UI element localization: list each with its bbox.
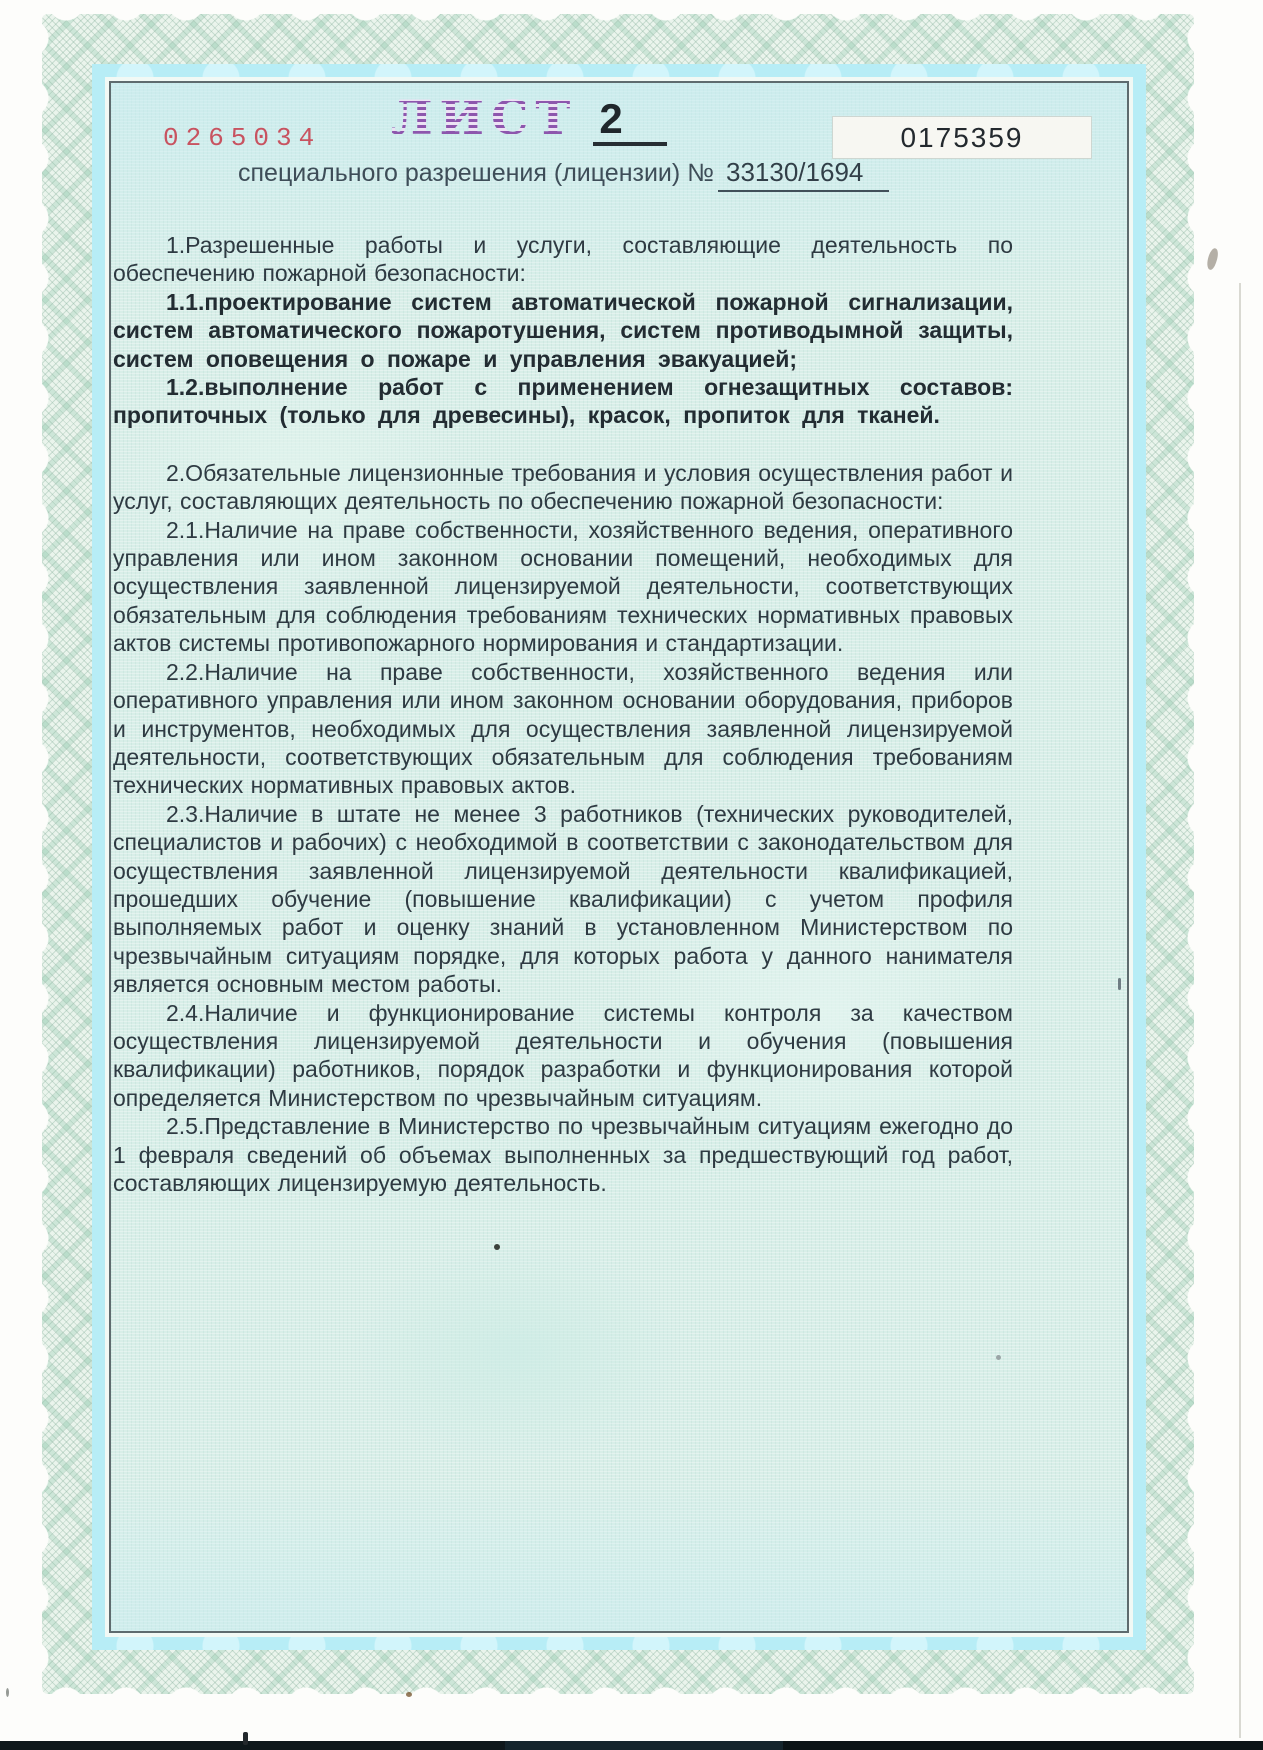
- subtitle-text: специального разрешения (лицензии) №: [238, 159, 714, 187]
- scan-page-edge-line: [1239, 283, 1241, 1738]
- border-scallop-right: [1182, 8, 1198, 1700]
- certificate-guilloche-border: [42, 14, 1194, 1694]
- scan-speck: [6, 1688, 9, 1697]
- border-inner-gap: [105, 77, 1133, 1637]
- paragraph-2-1: 2.1.Наличие на праве собственности, хозяйственного ведения, оперативного управления или ином законном основании помещений, необходимых для осуществления заявленной лицензируемой деятельности, соответствующих обязательным для соблюдения требованиям технических нормативных правовых актов системы противопожарного нормирования и стандартизации.: [113, 516, 1013, 657]
- paragraph-2: 2.Обязательные лицензионные требования и условия осуществления работ и услуг, составляющих деятельность по обеспечению пожарной безопасности:: [113, 459, 1013, 515]
- blank-serial-number: 0175359: [900, 121, 1024, 153]
- paragraph-2-5: 2.5.Представление в Министерство по чрезвычайным ситуациям ежегодно до 1 февраля сведений об объемах выполненных за предшествующий год работ, составляющих лицензируемую деятельность.: [113, 1113, 1013, 1196]
- sheet-title: ЛИСТ: [391, 91, 578, 146]
- border-scallop-left: [38, 8, 54, 1700]
- license-number: 33130/1694: [718, 157, 889, 192]
- scan-speck: [406, 1692, 412, 1697]
- document-content-area: [109, 81, 1129, 1633]
- sheet-number: 2: [593, 98, 666, 146]
- blank-serial-box: [833, 117, 1091, 158]
- scan-edge-strip: [0, 1741, 1263, 1750]
- document-text-column: [113, 231, 1013, 1197]
- scan-speck: [243, 1732, 248, 1745]
- border-scallop-top: [36, 10, 1200, 26]
- paragraph-1-2: 1.2.выполнение работ с применением огнезащитных составов: пропиточных (только для древесины), красок, пропиток для тканей.: [113, 374, 1013, 429]
- scan-speck: [494, 1244, 500, 1250]
- scan-speck: [1205, 247, 1220, 271]
- border-scallop-bottom: [36, 1682, 1200, 1698]
- scan-speck: [1118, 978, 1121, 990]
- paragraph-2-4: 2.4.Наличие и функционирование системы контроля за качеством осуществления лицензируемой деятельности и обучения (повышения квалификации) работников, порядок разработки и функционирования которой определяется Министерством по чрезвычайным ситуациям.: [113, 999, 1013, 1111]
- form-serial-number: 0265034: [163, 123, 322, 153]
- paragraph-1: 1.Разрешенные работы и услуги, составляющие деятельность по обеспечению пожарной безопасности:: [113, 232, 1013, 287]
- border-cyan-band: [92, 64, 1146, 1650]
- paragraph-2-3: 2.3.Наличие в штате не менее 3 работников (технических руководителей, специалистов и рабочих) с необходимой в соответствии с законодательством для осуществления заявленной лицензируемой деятельности квалификацией, прошедших обучение (повышение квалификации) с учетом профиля выполняемых работ и оценку знаний в установленном Министерством по чрезвычайным ситуациям порядке, для которых работа у данного нанимателя является основным местом работы.: [113, 800, 1013, 998]
- sheet-title-row: [391, 91, 667, 146]
- paragraph-1-1: 1.1.проектирование систем автоматической пожарной сигнализации, систем автоматического пожаротушения, систем противодымной защиты, систем оповещения о пожаре и управления эвакуацией;: [113, 288, 1013, 372]
- license-subtitle: [238, 157, 889, 192]
- scan-speck: [996, 1355, 1001, 1360]
- document-header: [111, 83, 1127, 231]
- paragraph-2-2: 2.2.Наличие на праве собственности, хозяйственного ведения или оперативного управления или ином законном основании оборудования, приборов и инструментов, необходимых для осуществления заявленной лицензируемой деятельности, соответствующих обязательным для соблюдения требованиям технических нормативных правовых актов.: [113, 658, 1013, 799]
